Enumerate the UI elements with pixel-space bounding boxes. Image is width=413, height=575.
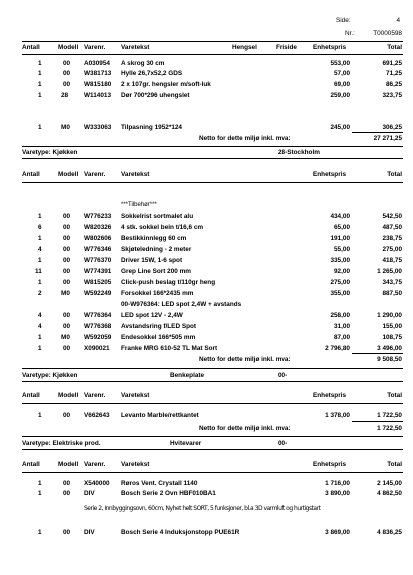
col-friside: Friside (276, 44, 297, 51)
cell-pris: 3 869,00 (325, 529, 350, 536)
col-enhetspris: Enhetspris (313, 461, 347, 468)
cell-pris: 355,00 (330, 290, 350, 297)
col-total: Total (387, 392, 402, 399)
col-enhetspris: Enhetspris (313, 171, 347, 178)
hvitevarer: Hvitevarer (170, 440, 202, 447)
cell-text: Avstandsring f/LED Spot (121, 323, 197, 330)
cell-total: 71,25 (386, 70, 402, 77)
code: 00- (278, 440, 288, 447)
cell-modell: 28 (61, 92, 69, 99)
cell-total: 3 496,00 (377, 345, 402, 352)
col-varetekst: Varetekst (121, 392, 150, 399)
cell-varenr: W802606 (84, 235, 112, 242)
col-enhetspris: Enhetspris (313, 44, 347, 51)
cell-varenr: A030954 (84, 60, 110, 67)
divider (22, 449, 403, 450)
cell-pris: 335,00 (330, 257, 350, 264)
cell-antall: 1 (38, 257, 42, 264)
col-varetekst: Varetekst (121, 44, 150, 51)
cell-text: Bosch Serie 2 Ovn HBF010BA1 (121, 490, 216, 497)
cell-modell: M0 (61, 334, 70, 341)
cell-text: 2 x 107gr. hengsler m/soft-luk (121, 81, 211, 88)
divider (22, 158, 403, 159)
place: 28-Stockholm (278, 149, 320, 156)
cell-pris: 2 796,80 (325, 345, 350, 352)
cell-antall: 1 (38, 235, 42, 242)
cell-antall: 1 (38, 412, 42, 419)
cell-antall: 1 (38, 490, 42, 497)
cell-text: Bestikkinnlegg 60 cm (121, 235, 187, 242)
divider (22, 146, 403, 147)
cell-total: 4 836,25 (377, 529, 402, 536)
cell-varenr: W381713 (84, 70, 112, 77)
cell-pris: 65,00 (334, 224, 350, 231)
cell-varenr: V662643 (84, 412, 110, 419)
cell-total: 1 722,50 (377, 412, 402, 419)
col-varenr: Varenr. (84, 461, 106, 468)
cell-total: 108,75 (382, 334, 402, 341)
cell-antall: 2 (38, 290, 42, 297)
cell-antall: 1 (38, 213, 42, 220)
cell-modell: 00 (63, 312, 71, 319)
col-modell: Modell (58, 461, 79, 468)
cell-total: 542,50 (382, 213, 402, 220)
cell-text: A skrog 30 cm (121, 60, 165, 67)
cell-pris: 434,00 (330, 213, 350, 220)
cell-pris: 92,00 (334, 268, 350, 275)
cell-varenr: W815205 (84, 279, 112, 286)
cell-varenr: W815180 (84, 81, 112, 88)
code: 00- (278, 372, 288, 379)
cell-modell: 00 (63, 60, 71, 67)
col-varenr: Varenr. (84, 392, 106, 399)
cell-antall: 1 (38, 529, 42, 536)
cell-antall: 1 (38, 92, 42, 99)
cell-text: Bosch Serie 4 Induksjonstopp PUE61R (121, 529, 240, 536)
subtotal-line (352, 353, 403, 354)
col-modell: Modell (58, 44, 79, 51)
netto-label: Netto for dette miljø inkl. mva: (199, 356, 291, 363)
cell-antall: 1 (38, 334, 42, 341)
cell-text: Grep Line Sort 200 mm (121, 268, 191, 275)
col-hengsel: Hengsel (232, 44, 257, 51)
cell-pris: 258,00 (330, 312, 350, 319)
netto-value: 1 722,50 (377, 425, 402, 432)
col-antall: Antall (22, 44, 40, 51)
divider (22, 368, 403, 369)
cell-modell: 00 (63, 345, 71, 352)
cell-total: 238,75 (382, 235, 402, 242)
cell-pris: 1 378,00 (325, 412, 350, 419)
divider (22, 41, 403, 42)
cell-antall: 1 (38, 480, 42, 487)
cell-pris: 3 890,00 (325, 490, 350, 497)
cell-pris: 191,00 (330, 235, 350, 242)
divider (22, 381, 403, 382)
cell-pris: 259,00 (330, 92, 350, 99)
cell-pris: 31,00 (334, 323, 350, 330)
cell-text: Click-push beslag t/110gr heng (121, 279, 216, 286)
col-varetekst: Varetekst (121, 171, 150, 178)
oven-description: Serie 2, Innbyggingsovn, 60cm, Nyhet helt SORT, 5 funksjoner, bl.a 3D varmluft og hurtigstart (84, 505, 321, 512)
cell-antall: 11 (35, 268, 42, 275)
cell-antall: 1 (38, 124, 42, 131)
cell-varenr: X540000 (84, 480, 110, 487)
col-total: Total (387, 461, 402, 468)
varetype: Varetype: Kjøkken (22, 372, 78, 379)
cell-total: 306,25 (382, 124, 402, 131)
cell-total: 691,25 (382, 60, 402, 67)
cell-modell: M0 (61, 290, 70, 297)
cell-modell: 00 (63, 268, 71, 275)
cell-pris: 553,00 (330, 60, 350, 67)
cell-total: 1 265,00 (377, 268, 402, 275)
col-modell: Modell (58, 171, 79, 178)
col-antall: Antall (22, 171, 40, 178)
cell-modell: 00 (63, 235, 71, 242)
cell-modell: 00 (63, 480, 71, 487)
col-varenr: Varenr. (84, 44, 106, 51)
cell-pris: 1 716,00 (325, 480, 350, 487)
divider (22, 182, 403, 183)
cell-modell: 00 (63, 323, 71, 330)
nr-value: T0000598 (373, 30, 402, 37)
cell-varenr: DIV (84, 490, 95, 497)
cell-text: Skjøteledning - 2 meter (121, 246, 192, 253)
subtotal-line (352, 421, 403, 422)
cell-modell: 00 (63, 224, 71, 231)
cell-varenr: W592249 (84, 290, 112, 297)
tilbehor-heading: ***Tilbehør*** (121, 202, 157, 208)
cell-varenr: W776370 (84, 257, 112, 264)
benkeplate: Benkeplate (170, 372, 205, 379)
cell-text: 00-W976364: LED spot 2,4W + avstands (121, 301, 242, 308)
cell-total: 275,00 (382, 246, 402, 253)
netto-label: Netto for dette miljø inkl. mva: (199, 135, 291, 142)
cell-total: 487,50 (382, 224, 402, 231)
cell-antall: 4 (38, 323, 42, 330)
divider (22, 472, 403, 473)
cell-varenr: DIV (84, 529, 95, 536)
cell-text: Hylle 26,7x52,2 GDS (121, 70, 183, 77)
netto-value: 27 271,25 (373, 135, 402, 142)
varetype: Varetype: Kjøkken (22, 149, 78, 156)
cell-modell: 00 (63, 279, 71, 286)
col-varetekst: Varetekst (121, 461, 150, 468)
cell-total: 155,00 (382, 323, 402, 330)
col-enhetspris: Enhetspris (313, 392, 347, 399)
divider (22, 403, 403, 404)
cell-antall: 1 (38, 70, 42, 77)
col-antall: Antall (22, 461, 40, 468)
col-modell: Modell (58, 392, 79, 399)
cell-antall: 1 (38, 60, 42, 67)
cell-pris: 57,00 (334, 70, 350, 77)
cell-varenr: W333063 (84, 124, 112, 131)
cell-text: Franke MRG 610-52 TL Mat Sort (121, 345, 218, 352)
subtotal-line (352, 132, 403, 133)
cell-varenr: X090021 (84, 345, 110, 352)
cell-modell: M0 (61, 124, 70, 131)
cell-total: 343,75 (382, 279, 402, 286)
cell-text: LED spot 12V - 2,4W (121, 312, 183, 319)
cell-modell: 00 (63, 257, 71, 264)
cell-total: 4 862,50 (377, 490, 402, 497)
cell-antall: 4 (38, 312, 42, 319)
nr-label: Nr.: (345, 30, 355, 37)
cell-varenr: W820326 (84, 224, 112, 231)
cell-text: Levanto Marble/rettkantet (121, 412, 199, 419)
cell-modell: 00 (63, 81, 71, 88)
cell-modell: 00 (63, 412, 71, 419)
cell-antall: 1 (38, 345, 42, 352)
cell-varenr: W776368 (84, 323, 112, 330)
cell-total: 323,75 (382, 92, 402, 99)
cell-varenr: W776346 (84, 246, 112, 253)
cell-text: Endesokkel 166*505 mm (121, 334, 196, 341)
cell-pris: 55,00 (334, 246, 350, 253)
cell-text: Driver 15W, 1-6 spot (121, 257, 183, 264)
cell-varenr: W114013 (84, 92, 112, 99)
col-varenr: Varenr. (84, 171, 106, 178)
cell-modell: 00 (63, 246, 71, 253)
cell-pris: 69,00 (334, 81, 350, 88)
side-value: 4 (396, 17, 400, 24)
cell-varenr: W592059 (84, 334, 112, 341)
cell-total: 1 290,00 (377, 312, 402, 319)
cell-modell: 00 (63, 70, 71, 77)
col-antall: Antall (22, 392, 40, 399)
side-label: Side: (336, 17, 351, 24)
cell-antall: 4 (38, 246, 42, 253)
cell-pris: 87,00 (334, 334, 350, 341)
cell-total: 418,75 (382, 257, 402, 264)
col-total: Total (387, 171, 402, 178)
divider (22, 54, 403, 55)
cell-pris: 275,00 (330, 279, 350, 286)
cell-antall: 6 (38, 224, 42, 231)
cell-antall: 1 (38, 81, 42, 88)
cell-total: 86,25 (386, 81, 402, 88)
cell-text: Tilpasning 1952*124 (121, 124, 182, 131)
divider (22, 436, 403, 437)
cell-pris: 245,00 (330, 124, 350, 131)
cell-modell: 00 (63, 490, 71, 497)
cell-total: 2 145,00 (377, 480, 402, 487)
cell-antall: 1 (38, 279, 42, 286)
cell-text: Dør 700*296 uhengslet (121, 92, 190, 99)
cell-total: 887,50 (382, 290, 402, 297)
cell-modell: 00 (63, 529, 71, 536)
netto-label: Netto for dette miljø inkl. mva: (199, 425, 291, 432)
cell-varenr: W776364 (84, 312, 112, 319)
cell-text: Røros Vent. Crystall 1140 (121, 480, 198, 487)
cell-text: Sokkelrist sortmalet alu (121, 213, 194, 220)
col-total: Total (387, 44, 402, 51)
netto-value: 9 508,50 (377, 356, 402, 363)
cell-modell: 00 (63, 213, 71, 220)
cell-text: 4 stk. sokkel bein t/16,6 cm (121, 224, 204, 231)
varetype: Varetype: Elektriske prod. (22, 440, 101, 447)
cell-varenr: W774391 (84, 268, 112, 275)
cell-text: Forsokkel 166*2435 mm (121, 290, 194, 297)
cell-varenr: W776233 (84, 213, 112, 220)
